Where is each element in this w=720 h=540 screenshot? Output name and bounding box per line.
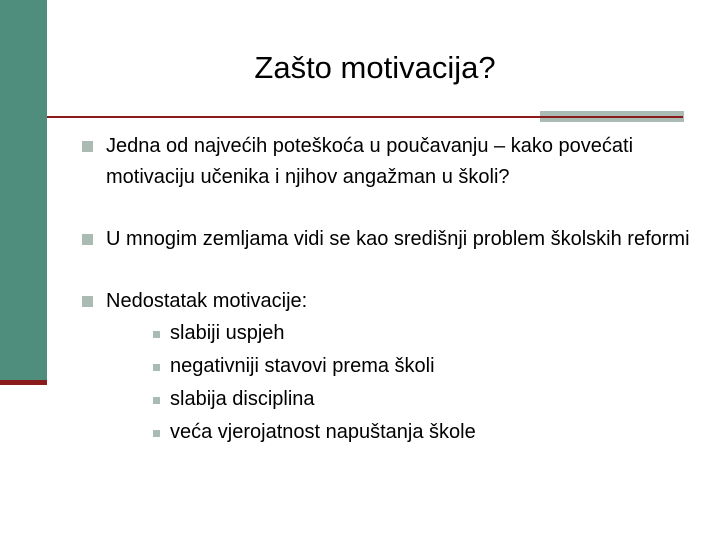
sub-bullet-text: negativniji stavovi prema školi [170, 355, 435, 377]
side-accent-bar [0, 0, 47, 380]
slide-content [80, 131, 690, 449]
sub-bullet-text: slabija disciplina [170, 388, 315, 410]
small-square-bullet-icon [153, 397, 160, 404]
bullet-text: Jedna od najvećih poteškoća u poučavanju – kako povećati motivaciju učenika i njihov angažman u školi? [106, 135, 634, 188]
square-bullet-icon [82, 296, 93, 307]
small-square-bullet-icon [153, 331, 160, 338]
sub-bullet-item [80, 383, 690, 416]
side-accent-bar-cap [0, 380, 47, 385]
title-divider-line [47, 116, 683, 118]
sub-bullet-item [80, 350, 690, 383]
square-bullet-icon [82, 141, 93, 152]
bullet-item [80, 224, 690, 255]
bullet-text: Nedostatak motivacije: [106, 290, 308, 312]
sub-bullet-text: veća vjerojatnost napuštanja škole [170, 421, 476, 443]
sub-bullet-item [80, 317, 690, 350]
small-square-bullet-icon [153, 430, 160, 437]
bullet-item [80, 131, 690, 193]
sub-bullet-item [80, 416, 690, 449]
bullet-text: U mnogim zemljama vidi se kao središnji problem školskih reformi [106, 228, 690, 250]
small-square-bullet-icon [153, 364, 160, 371]
bullet-item [80, 286, 690, 317]
sub-bullet-text: slabiji uspjeh [170, 322, 285, 344]
square-bullet-icon [82, 234, 93, 245]
slide-title: Zašto motivacija? [254, 50, 496, 85]
